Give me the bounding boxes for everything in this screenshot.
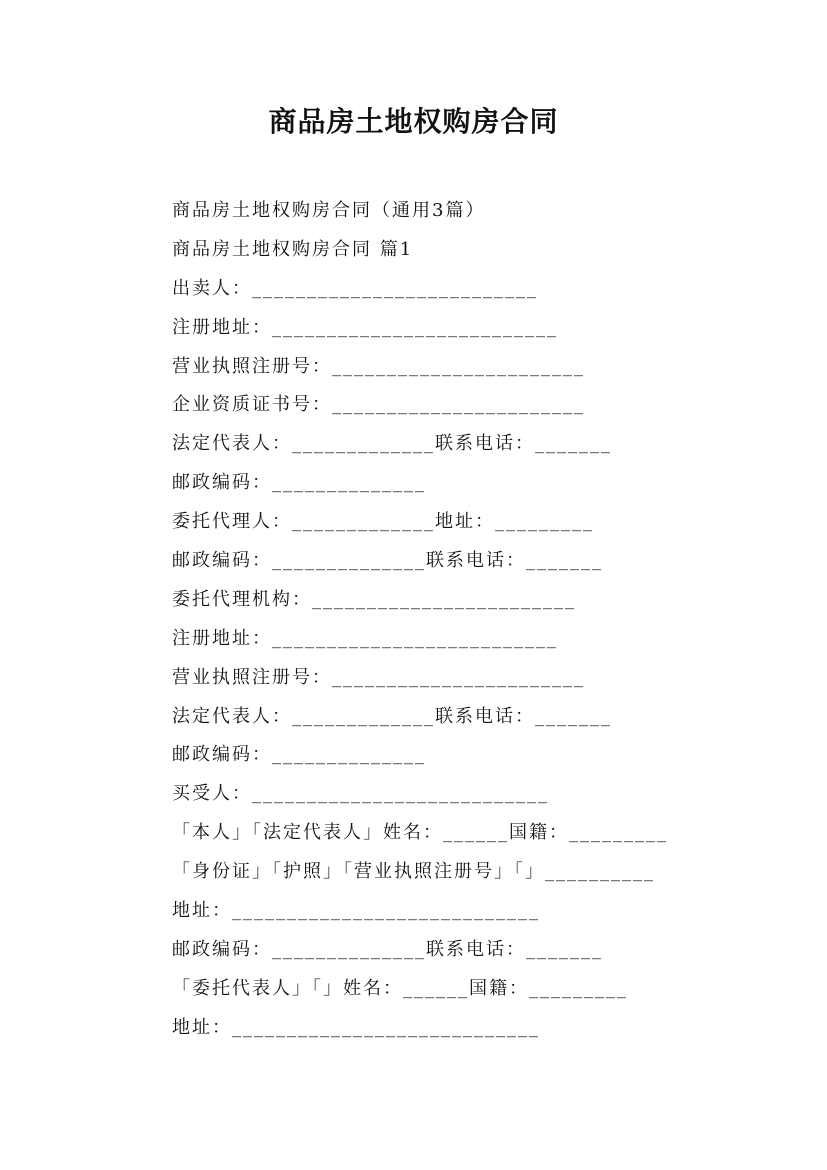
text-line: 委托代理人：_____________地址：_________ (172, 511, 594, 533)
text-line: 「委托代表人」「」姓名：______国籍：_________ (172, 977, 628, 999)
text-line: 「本人」「法定代表人」姓名：______国籍：_________ (172, 822, 668, 844)
text-line: 「身份证」「护照」「营业执照注册号」「」__________ (172, 861, 655, 883)
text-line: 企业资质证书号：_______________________ (172, 394, 585, 416)
text-line: 邮政编码：______________ (172, 744, 426, 766)
text-line: 地址：____________________________ (172, 1016, 540, 1038)
contract-body (172, 196, 732, 1052)
text-line: 商品房土地权购房合同（通用3篇） (172, 200, 486, 221)
text-line: 营业执照注册号：_______________________ (172, 666, 585, 688)
text-line: 邮政编码：______________ (172, 472, 426, 494)
text-line: 出卖人：__________________________ (172, 277, 538, 299)
text-line: 商品房土地权购房合同 篇1 (172, 238, 414, 260)
text-line: 注册地址：__________________________ (172, 627, 558, 649)
text-line: 营业执照注册号：_______________________ (172, 355, 585, 377)
text-line: 买受人：___________________________ (172, 783, 549, 805)
text-line: 邮政编码：______________联系电话：_______ (172, 550, 603, 572)
text-line: 委托代理机构：________________________ (172, 588, 576, 610)
text-line: 注册地址：__________________________ (172, 316, 558, 338)
text-line: 邮政编码：______________联系电话：_______ (172, 938, 603, 960)
document-title: 商品房土地权购房合同 (268, 105, 559, 138)
text-line: 法定代表人：_____________联系电话：_______ (172, 705, 612, 727)
text-line: 法定代表人：_____________联系电话：_______ (172, 433, 612, 455)
text-line: 地址：____________________________ (172, 900, 540, 922)
